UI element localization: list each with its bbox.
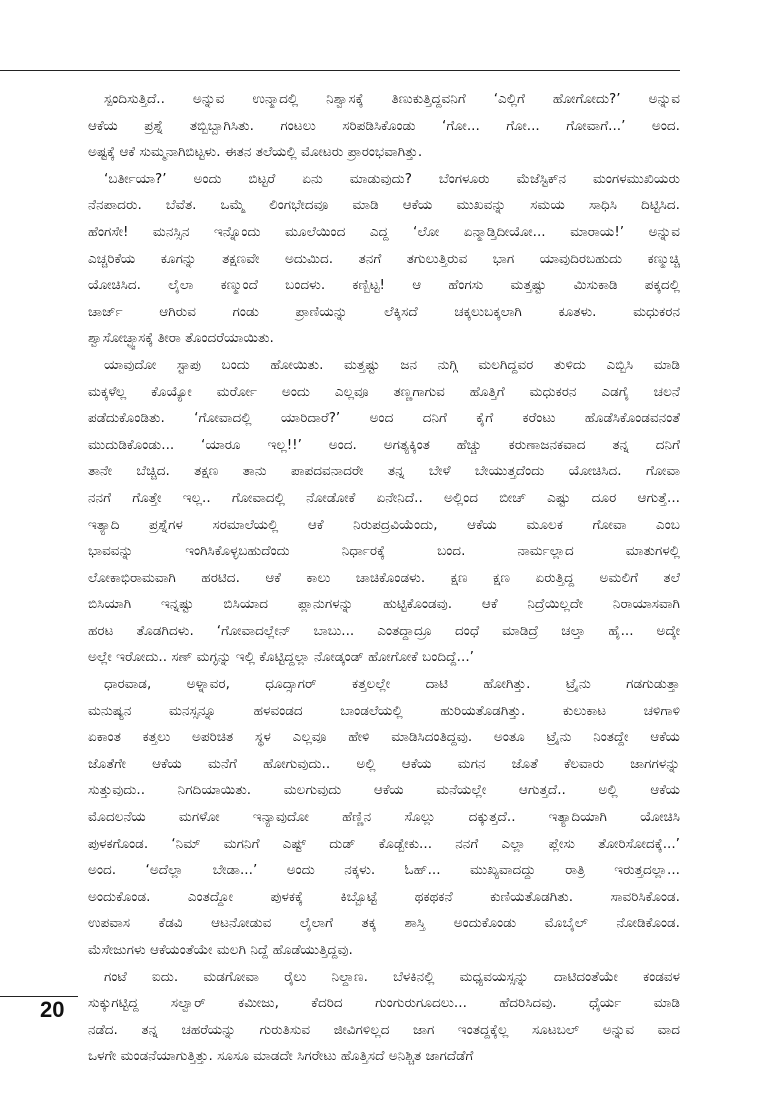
body-text — [88, 86, 680, 1070]
text-line: ಸ್ಪಂದಿಸುತ್ತಿದೆ.. ಅನ್ನುವ ಉನ್ಮಾದಲ್ಲಿ ನಿಶ್ವಾಸಕ್ಕೆ ತಿಣುಕುತ್ತಿದ್ದವನಿಗೆ ‘ಎಲ್ಲಿಗೆ ಹೋಗೋದು?’ ಅನ್ನುವ — [104, 91, 680, 107]
text-line: ಹೆಂಗಸೇ! ಮನಸ್ಸಿನ ಇನ್ನೊಂದು ಮೂಲೆಯಿಂದ ಎದ್ದ ‘ಲೋ ಏನ್ಮಾಡ್ತಿದೀಯೋ... ಮಾರಾಯ!’ ಅನ್ನುವ — [88, 223, 680, 240]
text-line: ನನಗೆ ಗೊತ್ತೇ ಇಲ್ಲ.. ಗೋವಾದಲ್ಲಿ ನೋಡೋಕೆ ಏನೇನಿದೆ.. ಅಲ್ಲಿಂದ ಬೀಚ್ ಎಷ್ಟು ದೂರ ಆಗುತ್ತೆ... — [88, 489, 680, 506]
text-line: ಮನುಷ್ಯನ ಮನಸ್ಸನ್ನೂ ಹಳವಂಡದ ಬಾಂಡಲೆಯಲ್ಲಿ ಹುರಿಯತೊಡಗಿತ್ತು. ಕುಲುಕಾಟ ಚಳಿಗಾಳಿ — [88, 702, 680, 719]
text-line: ಜೊತೆಗೇ ಆಕೆಯ ಮನೆಗೆ ಹೋಗುವುದು.. ಅಲ್ಲಿ ಆಕೆಯ ಮಗನ ಜೊತೆ ಕೆಲವಾರು ಜಾಗಗಳನ್ನು — [88, 755, 680, 772]
text-line: ಆಕೆಯ ಪ್ರಶ್ನೆ ತಬ್ಬಿಬ್ಬಾಗಿಸಿತು. ಗಂಟಲು ಸರಿಪಡಿಸಿಕೊಂಡು ‘ಗೋ... ಗೋ... ಗೋವಾಗೆ...’ ಅಂದ. — [88, 117, 680, 134]
text-line: ಭಾವವನ್ನು ಇಂಗಿಸಿಕೊಳ್ಳಬಹುದೆಂದು ನಿರ್ಧಾರಕ್ಕೆ ಬಂದ. ನಾರ್ಮಲ್ಲಾದ ಮಾತುಗಳಲ್ಲಿ — [88, 543, 680, 560]
paragraph — [88, 671, 680, 964]
text-line: ಒಳಗೇ ಮಂಡನೆಯಾಗುತ್ತಿತ್ತು. ಸೂಸೂ ಮಾಡದೇ ಸಿಗರೇಟು ಹೊತ್ತಿಸದೆ ಅನಿಶ್ಚಿತ ಜಾಗದೆಡೆಗೆ — [88, 1048, 474, 1065]
text-line: ಮೊದಲನೆಯ ಮಗಳೋ ಇನ್ಯಾವುದೋ ಹೆಣ್ಣಿನ ಸೊಲ್ಲು ದಕ್ಕುತ್ತದೆ.. ಇತ್ಯಾದಿಯಾಗಿ ಯೋಚಿಸಿ — [88, 809, 680, 826]
text-line: ಬಿಸಿಯಾಗಿ ಇನ್ನಷ್ಟು ಬಿಸಿಯಾದ ಪ್ಲಾನುಗಳನ್ನು ಹುಟ್ಟಿಕೊಂಡವು. ಆಕೆ ನಿದ್ರೆಯಿಲ್ಲದೇ ನಿರಾಯಾಸವಾಗಿ — [88, 596, 680, 613]
text-line: ಉಪವಾಸ ಕೆಡವಿ ಆಟನೋಡುವ ಲೈಲಾಗೆ ತಕ್ಕ ಶಾಸ್ತಿ ಅಂದುಕೊಂಡು ಮೊಬೈಲ್ ನೋಡಿಕೊಂಡ. — [88, 915, 680, 932]
text-line: ಅಂದ. ‘ಅದೆಲ್ಲಾ ಬೇಡಾ...’ ಅಂದು ನಕ್ಕಳು. ಓಹ್... ಮುಖ್ಯವಾದದ್ದು ರಾತ್ರಿ ಇರುತ್ತದಲ್ಲಾ... — [88, 862, 680, 879]
text-line: ಮುದುಡಿಕೊಂಡು... ‘ಯಾರೂ ಇಲ್ಲ!!’ ಅಂದ. ಅಗತ್ಯಕ್ಕಿಂತ ಹೆಚ್ಚು ಕರುಣಾಜನಕವಾದ ತನ್ನ ದನಿಗೆ — [88, 436, 680, 453]
text-line: ಶ್ವಾಸೋಚ್ಛ್ವಾಸಕ್ಕೆ ತೀರಾ ತೊಂದರೆಯಾಯಿತು. — [88, 330, 274, 347]
text-line: ಮೆಸೇಜುಗಳು ಆಕೆಯಂತೆಯೇ ಮಲಗಿ ನಿದ್ದೆ ಹೊಡೆಯುತ್ತಿದ್ದವು. — [88, 942, 353, 958]
text-line: ಅಲ್ಲೇ ಇರೋದು.. ಸಣ್ ಮಗ್ಳನ್ನು ಇಲ್ಲಿ ಕೊಟ್ಟಿದ್ದಲ್ಲಾ ನೋಡ್ಕಂಡ್ ಹೋಗೋಕೆ ಬಂದಿದ್ದೆ...’ — [88, 649, 474, 666]
text-line: ಎಚ್ಚರಿಕೆಯ ಕೂಗನ್ನು ತಕ್ಷಣವೇ ಅದುಮಿದ. ತನಗೆ ತಗುಲುತ್ತಿರುವ ಭಾಗ ಯಾವುದಿರಬಹುದು ಕಣ್ಮುಚ್ಚಿ — [88, 250, 680, 267]
text-line: ಯಾವುದೋ ಸ್ಟಾಪು ಬಂದು ಹೋಯಿತು. ಮತ್ತಷ್ಟು ಜನ ನುಗ್ಗಿ ಮಲಗಿದ್ದವರ ತುಳಿದು ಎಬ್ಬಿಸಿ ಮಾಡಿ — [104, 356, 680, 373]
text-line: ಅಷ್ಟಕ್ಕೆ ಆಕೆ ಸುಮ್ಮನಾಗಿಬಿಟ್ಟಳು. ಈತನ ತಲೆಯಲ್ಲಿ ಮೋಟರು ಪ್ರಾರಂಭವಾಗಿತ್ತು. — [88, 144, 423, 161]
text-line: ಮಕ್ಕಳೆಲ್ಲ ಕೊಯ್ಯೋ ಮರ್ರೋ ಅಂದು ಎಲ್ಲವೂ ತಣ್ಣಗಾಗುವ ಹೊತ್ತಿಗೆ ಮಧುಕರನ ಎಡಗೈ ಚಲನೆ — [88, 383, 680, 400]
text-line: ‘ಬರ್ತೀಯಾ?’ ಅಂದು ಬಿಟ್ಟರೆ ಏನು ಮಾಡುವುದು? ಬೆಂಗಳೂರು ಮೆಜೆಸ್ಟಿಕ್‌ನ ಮಂಗಳಮುಖಿಯರು — [104, 170, 680, 187]
text-line: ಚಾರ್ಜ್ ಆಗಿರುವ ಗಂಡು ಪ್ರಾಣಿಯನ್ನು ಲೆಕ್ಕಿಸದೆ ಚಕ್ಕಲುಬಕ್ಕಲಾಗಿ ಕೂತಳು. ಮಧುಕರನ — [88, 303, 680, 320]
text-line: ಹರಟ ತೊಡಗಿದಳು. ‘ಗೋವಾದಲ್ಲೇನ್ ಬಾಬು... ಎಂತದ್ದಾದ್ರೂ ದಂಧೆ ಮಾಡಿದ್ರೆ ಚಲ್ತಾ ಹೈ... ಅದ್ಕೇ — [88, 622, 680, 639]
text-line: ಲೋಕಾಭಿರಾಮವಾಗಿ ಹರಟಿದ. ಆಕೆ ಕಾಲು ಚಾಚಿಕೊಂಡಳು. ಕ್ಷಣ ಕ್ಷಣ ಏರುತ್ತಿದ್ದ ಅಮಲಿಗೆ ತಲೆ — [88, 569, 680, 586]
text-line: ಯೋಚಿಸಿದ. ಲೈಲಾ ಕಣ್ಮುಂದೆ ಬಂದಳು. ಕಣ್ಬಿಟ್ಟ! ಆ ಹೆಂಗಸು ಮತ್ತಷ್ಟು ಮಿಸುಕಾಡಿ ಪಕ್ಕದಲ್ಲಿ — [88, 277, 680, 294]
text-line: ಗಂಟೆ ಐದು. ಮಡಗೋವಾ ರೈಲು ನಿಲ್ದಾಣ. ಬೆಳಕಿನಲ್ಲಿ ಮಧ್ಯವಯಸ್ಸನ್ನು ದಾಟಿದಂತೆಯೇ ಕಂಡವಳ — [104, 968, 680, 985]
page-number: 20 — [40, 997, 65, 1022]
text-line: ಧಾರವಾಡ, ಅಳ್ನಾವರ, ಧೂದ್ಸಾಗರ್ ಕತ್ತಲಲ್ಲೇ ದಾಟಿ ಹೋಗಿತ್ತು. ಟ್ರೈನು ಗಡಗುಡುತ್ತಾ — [104, 676, 680, 693]
top-rule — [0, 70, 680, 71]
text-line: ಇತ್ಯಾದಿ ಪ್ರಶ್ನೆಗಳ ಸರಮಾಲೆಯಲ್ಲಿ ಆಕೆ ನಿರುಪದ್ರವಿಯೆಂದು, ಆಕೆಯ ಮೂಲಕ ಗೋವಾ ಎಂಬ — [88, 516, 680, 533]
text-line: ಸುಕ್ಕುಗಟ್ಟಿದ್ದ ಸಲ್ವಾರ್ ಕಮೀಜು, ಕೆದರಿದ ಗುಂಗುರುಗೂದಲು... ಹೆದರಿಸಿದವು. ಧೈರ್ಯ ಮಾಡಿ — [88, 995, 680, 1012]
text-line: ತಾನೇ ಬೆಚ್ಚಿದ. ತಕ್ಷಣ ತಾನು ಪಾಪದವನಾದರೇ ತನ್ನ ಬೇಳೆ ಬೇಯುತ್ತದೆಂದು ಯೋಚಿಸಿದ. ಗೋವಾ — [88, 463, 680, 480]
paragraph — [88, 166, 680, 352]
text-line: ಅಂದುಕೊಂಡ. ಎಂತದ್ದೋ ಪುಳಕಕ್ಕೆ ಕಿಬ್ಬೊಟ್ಟೆ ಥಕಥಕನೆ ಕುಣಿಯತೊಡಗಿತು. ಸಾವರಿಸಿಕೊಂಡ. — [88, 888, 680, 905]
text-line: ನೆನಪಾದರು. ಬೆವೆತ. ಒಮ್ಮೆ ಲಿಂಗಭೇದವೂ ಮಾಡಿ ಆಕೆಯ ಮುಖವನ್ನು ಸಮಯ ಸಾಧಿಸಿ ದಿಟ್ಟಿಸಿದ. — [88, 197, 680, 214]
paragraph — [88, 964, 680, 1070]
text-line: ನಡೆದ. ತನ್ನ ಚಹರೆಯನ್ನು ಗುರುತಿಸುವ ಜೀವಿಗಳಿಲ್ಲದ ಜಾಗ ಇಂತದ್ದಕ್ಕೆಲ್ಲ ಸೂಟಬಲ್ ಅನ್ನುವ ವಾದ — [88, 1021, 680, 1038]
text-line: ಪುಳಕಗೊಂಡ. ‘ನಿಮ್ ಮಗನಿಗೆ ಎಷ್ಟ್ ದುಡ್ ಕೊಡ್ಬೇಕು... ನನಗೆ ಎಲ್ಲಾ ಪ್ಲೇಸು ತೋರಿಸೋದಕ್ಕೆ...’ — [88, 835, 680, 852]
text-line: ಏಕಾಂತ ಕತ್ತಲು ಅಪರಿಚಿತ ಸ್ಥಳ ಎಲ್ಲವೂ ಹೇಳಿ ಮಾಡಿಸಿದಂತಿದ್ದವು. ಅಂತೂ ಟ್ರೈನು ನಿಂತದ್ದೇ ಆಕೆಯ — [88, 729, 680, 746]
text-line: ಪಡೆದುಕೊಂಡಿತು. ‘ಗೋವಾದಲ್ಲಿ ಯಾರಿದಾರೆ?’ ಅಂದ ದನಿಗೆ ಕೈಗೆ ಕರೆಂಟು ಹೊಡೆಸಿಕೊಂಡವನಂತೆ — [88, 410, 680, 427]
paragraph — [88, 86, 680, 166]
text-line: ಸುತ್ತುವುದು.. ನಿಗದಿಯಾಯಿತು. ಮಲಗುವುದು ಆಕೆಯ ಮನೆಯಲ್ಲೇ ಆಗುತ್ತದೆ.. ಅಲ್ಲಿ ಆಕೆಯ — [88, 782, 680, 799]
paragraph — [88, 352, 680, 671]
